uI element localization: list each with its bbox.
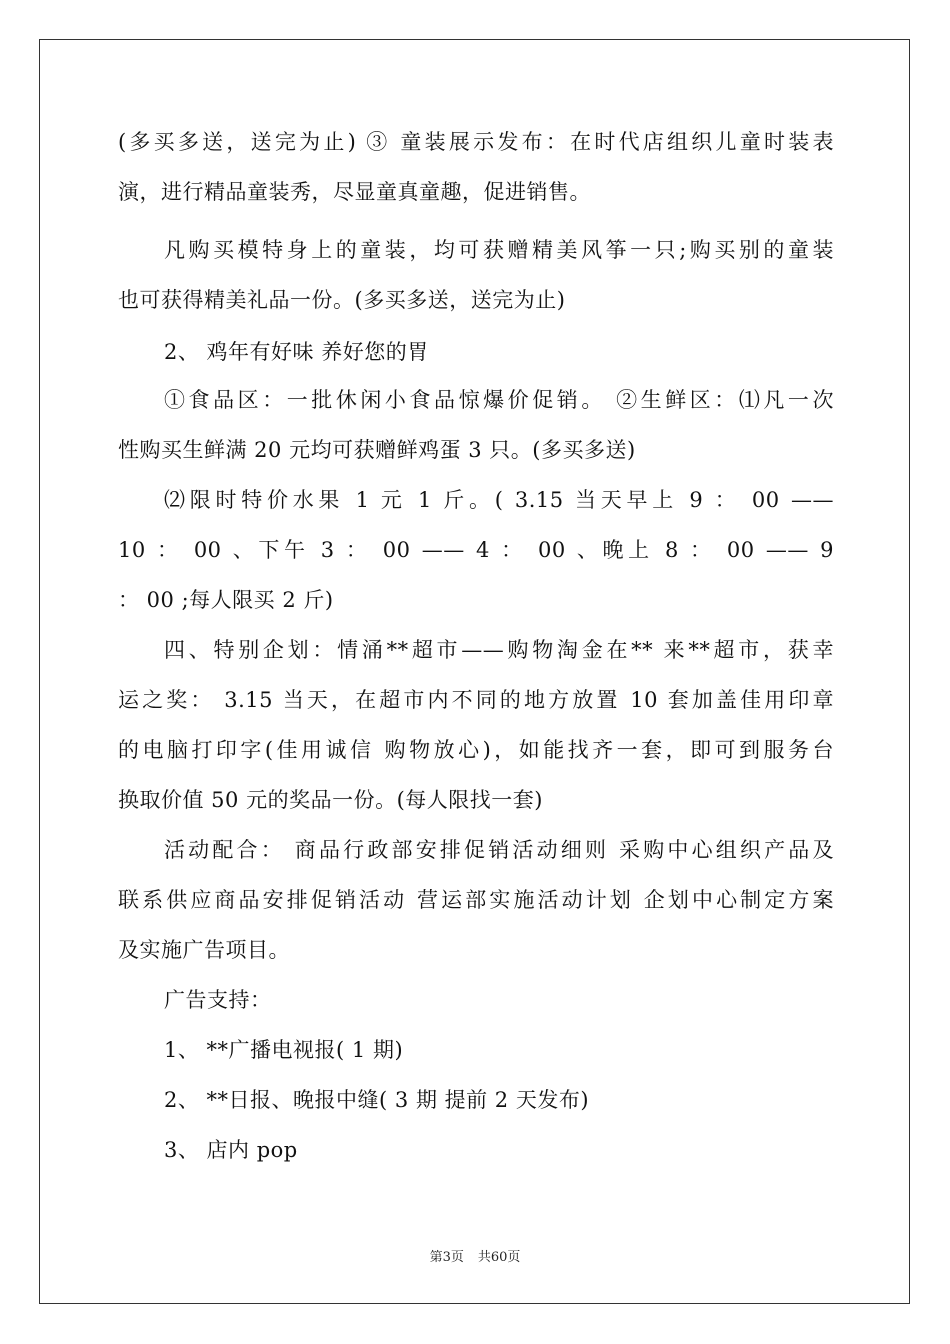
page-total: 共60页: [477, 1250, 521, 1265]
page-number: 第3页: [429, 1250, 464, 1265]
text-line: 演，进行精品童装秀，尽显童真童趣，促进销售。: [118, 180, 591, 204]
text-line: 性购买生鲜满 20 元均可获赠鲜鸡蛋 3 只。(多买多送): [118, 438, 636, 462]
text-line: ⑵限时特价水果 1 元 1 斤。( 3.15 当天早上 9 ： 00 ——: [164, 488, 834, 512]
text-line: (多买多送，送完为止) ③ 童装展示发布：在时代店组织儿童时装表: [118, 130, 834, 154]
text-line: 凡购买模特身上的童装，均可获赠精美风筝一只;购买别的童装: [164, 238, 834, 262]
text-line: 也可获得精美礼品一份。(多买多送，送完为止): [118, 288, 566, 312]
text-line: 的电脑打印字(佳用诚信 购物放心)，如能找齐一套，即可到服务台: [118, 738, 834, 762]
list-item: 3、 店内 pop: [164, 1138, 298, 1162]
page-footer: [0, 1246, 950, 1265]
text-line: 10 ： 00 、下午 3 ： 00 —— 4 ： 00 、晚上 8 ： 00 —— 9: [118, 538, 834, 562]
text-line: 联系供应商品安排促销活动 营运部实施活动计划 企划中心制定方案: [118, 888, 834, 912]
text-line: ①食品区：一批休闲小食品惊爆价促销。 ②生鲜区：⑴凡一次: [164, 388, 834, 412]
list-item: 1、 **广播电视报( 1 期): [164, 1038, 404, 1062]
section-heading: 2、 鸡年有好味 养好您的胃: [164, 340, 429, 364]
text-line: 四、特别企划：情涌**超市——购物淘金在** 来**超市，获幸: [164, 638, 834, 662]
text-line: 活动配合： 商品行政部安排促销活动细则 采购中心组织产品及: [164, 838, 834, 862]
list-item: 2、 **日报、晚报中缝( 3 期 提前 2 天发布): [164, 1088, 590, 1112]
text-line: 及实施广告项目。: [118, 938, 290, 962]
text-line: ： 00 ;每人限买 2 斤): [118, 588, 334, 612]
text-line: 运之奖： 3.15 当天，在超市内不同的地方放置 10 套加盖佳用印章: [118, 688, 834, 712]
section-heading: 广告支持：: [164, 988, 272, 1012]
text-line: 换取价值 50 元的奖品一份。(每人限找一套): [118, 788, 543, 812]
